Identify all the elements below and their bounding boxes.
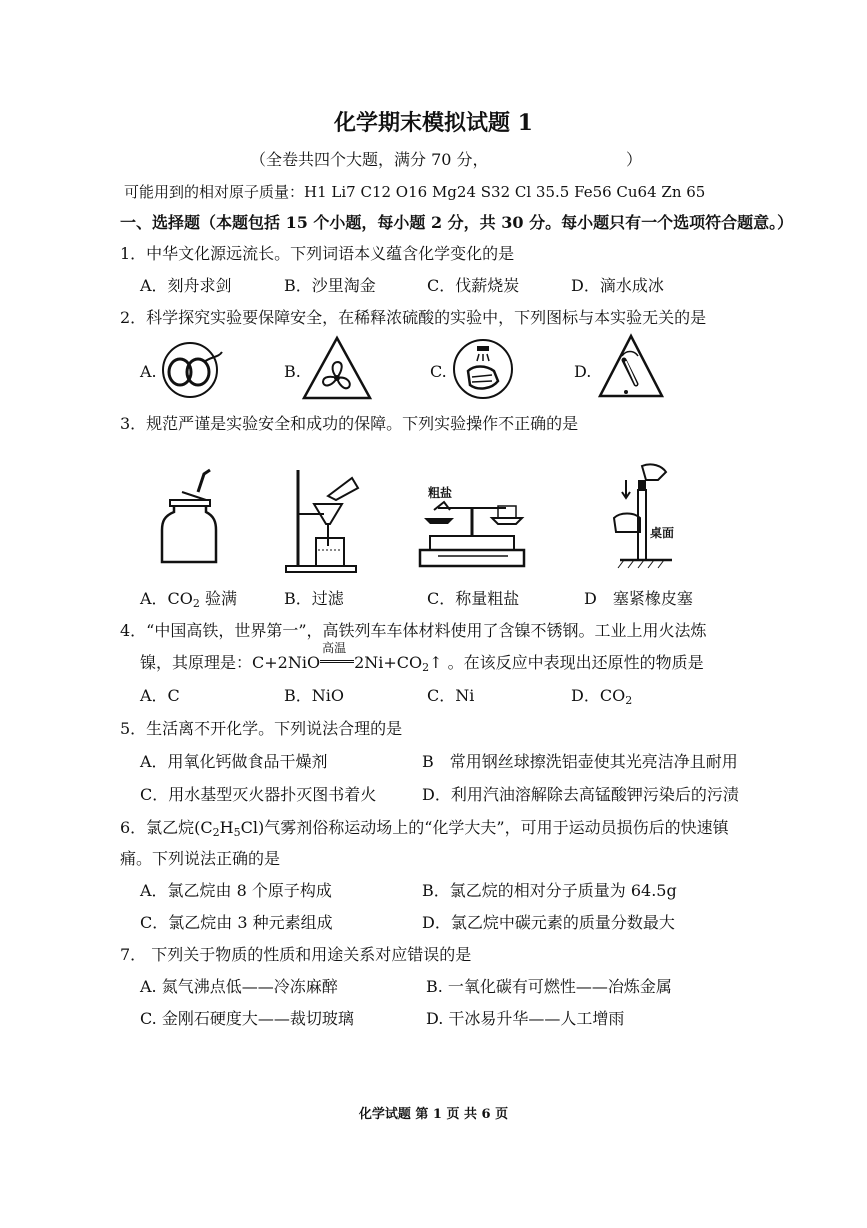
q3-option-a: A．$CO_2$ 验满 [140, 589, 238, 610]
q2-option-c: C. [430, 362, 447, 381]
q5-option-c: C．用水基型灭火器扑灭图书着火 [140, 785, 377, 804]
q6-option-c: C．氯乙烷由 3 种元素组成 [140, 913, 333, 932]
balance-scale-figure [418, 488, 528, 570]
q1-option-c: C．伐薪烧炭 [427, 276, 520, 295]
question-2-stem: 2．科学探究实验要保障安全，在稀释浓硫酸的实验中，下列图标与本实验无关的是 [120, 308, 707, 327]
reaction-condition: 高温 [320, 653, 354, 673]
q6-option-b: B．氯乙烷的相对分子质量为 64.5g [422, 881, 677, 900]
q7-option-a: A. 氮气沸点低——冷冻麻醉 [140, 977, 338, 996]
q5-option-d: D．利用汽油溶解除去高锰酸钾污染后的污渍 [422, 785, 739, 804]
goggles-icon [160, 340, 226, 400]
filtration-apparatus-figure [282, 466, 362, 576]
q1-option-a: A．刻舟求剑 [140, 276, 232, 295]
q1-option-b: B．沙里淘金 [284, 276, 376, 295]
q4-option-c: C．Ni [427, 686, 475, 705]
q6-option-a: A．氯乙烷由 8 个原子构成 [140, 881, 332, 900]
atomic-mass-line: 可能用到的相对原子质量：H1 Li7 C12 O16 Mg24 S32 Cl 35.5 Fe56 Cu64 Zn 65 [124, 183, 706, 201]
question-3-stem: 3．规范严谨是实验安全和成功的保障。下列实验操作不正确的是 [120, 414, 579, 433]
q2-option-b: B. [284, 362, 301, 381]
question-6-line-1: 6．氯乙烷$(C_2H_5Cl)$气雾剂俗称运动场上的“化学大夫”，可用于运动员损伤后的快速镇 [120, 818, 729, 839]
table-label: 桌面 [650, 526, 675, 540]
hot-surface-icon [596, 332, 666, 402]
question-6-line-2: 痛。下列说法正确的是 [120, 849, 281, 868]
q7-option-d: D. 干冰易升华——人工增雨 [426, 1009, 625, 1028]
page-footer: 化学试题 第 1 页 共 6 页 [358, 1107, 509, 1122]
q1-option-d: D．滴水成冰 [571, 276, 664, 295]
fan-ventilation-icon [302, 336, 372, 400]
question-5-stem: 5．生活离不开化学。下列说法合理的是 [120, 719, 403, 738]
q7-option-c: C. 金刚石硬度大——裁切玻璃 [140, 1009, 354, 1028]
q2-option-d: D. [574, 362, 592, 381]
q4-option-d: D．$CO_2$ [571, 686, 633, 707]
question-4-line-1: 4．“中国高铁，世界第一”，高铁列车车体材料使用了含镍不锈钢。工业上用火法炼 [120, 621, 707, 640]
q6-option-d: D．氯乙烷中碳元素的质量分数最大 [422, 913, 675, 932]
salt-label: 粗盐 [428, 486, 453, 500]
q3-option-d: D 塞紧橡皮塞 [584, 589, 693, 608]
q2-option-a: A. [140, 362, 157, 381]
q7-option-b: B. 一氧化碳有可燃性——冶炼金属 [426, 977, 672, 996]
wash-hands-icon [450, 337, 516, 401]
rubber-stopper-figure [600, 462, 680, 572]
section-heading: 一、选择题（本题包括 15 个小题，每小题 2 分，共 30 分。每小题只有一个选项符合题意。） [120, 213, 794, 232]
q3-option-b: B．过滤 [284, 589, 344, 608]
q4-option-b: B．NiO [284, 686, 344, 705]
question-1-stem: 1．中华文化源远流长。下列词语本义蕴含化学变化的是 [120, 244, 515, 263]
exam-info-right: ） [626, 150, 643, 169]
q4-option-a: A．C [140, 686, 180, 705]
q5-option-a: A．用氧化钙做食品干燥剂 [140, 752, 328, 771]
exam-info-left: （全卷共四个大题，满分 70 分， [250, 150, 489, 169]
q3-option-c: C．称量粗盐 [427, 589, 520, 608]
question-4-line-2: 镍，其原理是：C+2NiO 高温 $2Ni+CO_2↑$ 。在该反应中表现出还原性的物质是 [140, 641, 704, 674]
q5-option-b: B 常用钢丝球擦洗铝壶使其光亮洁净且耐用 [422, 752, 738, 771]
question-7-stem: 7． 下列关于物质的性质和用途关系对应错误的是 [120, 945, 472, 964]
gas-bottle-figure [160, 470, 230, 570]
page-title: 化学期末模拟试题 1 [334, 110, 533, 136]
